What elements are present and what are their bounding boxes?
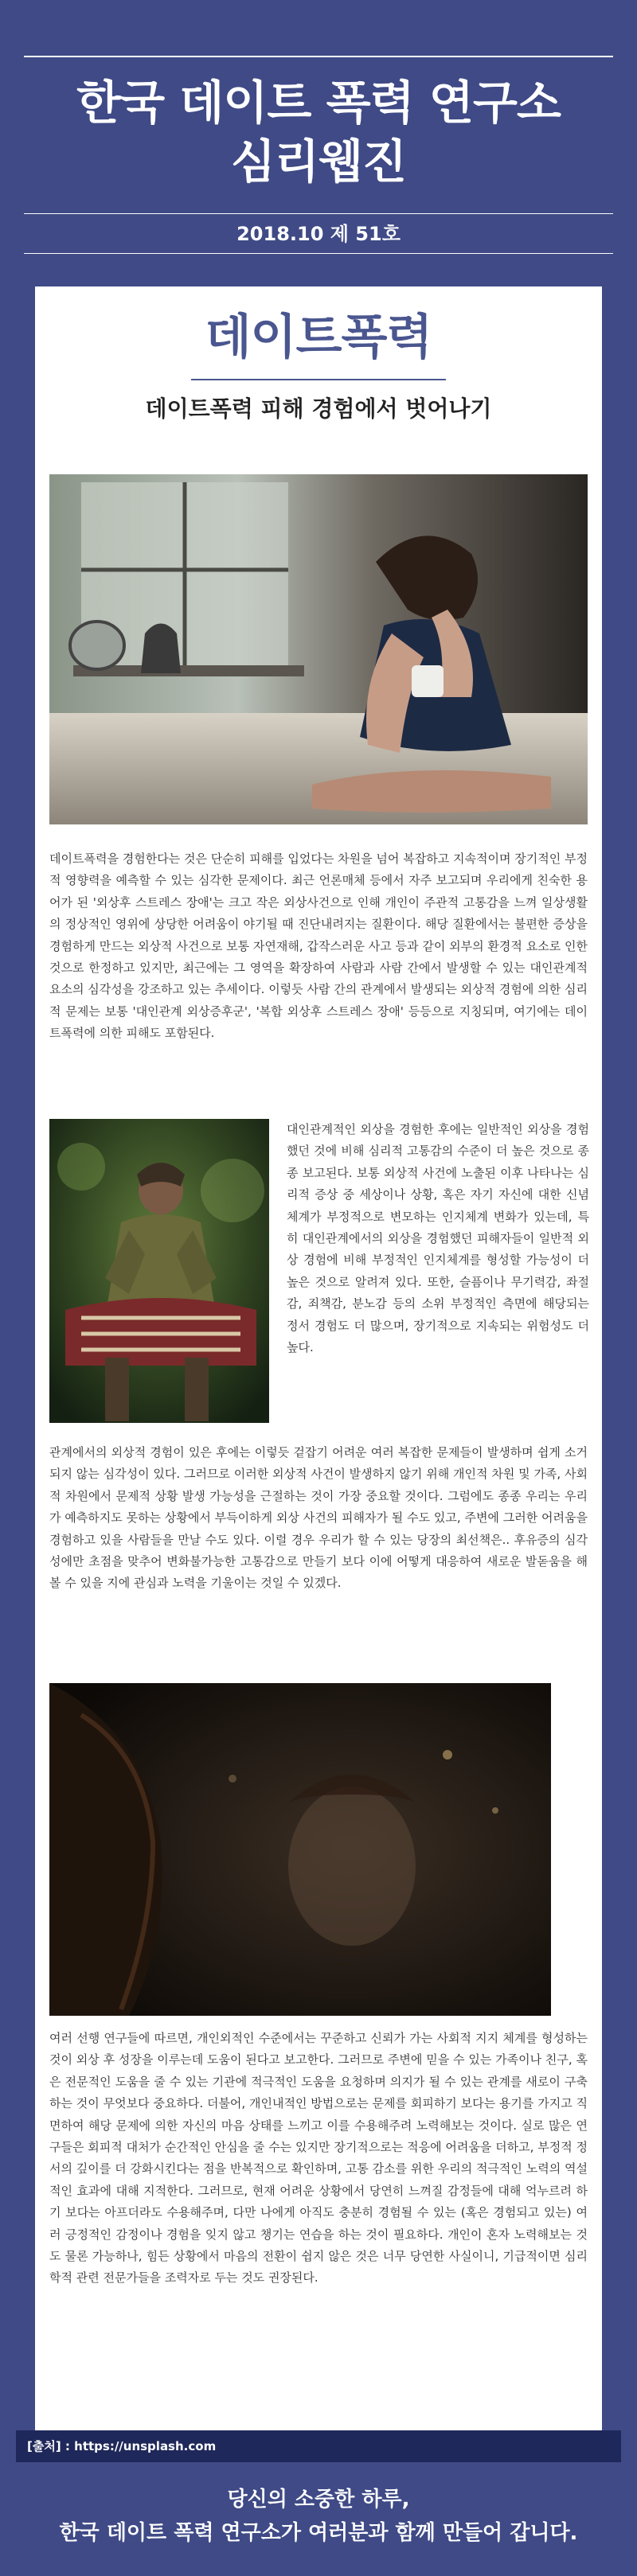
- issue-number: 2018.10 제 51호: [236, 223, 401, 245]
- article-topic: 데이트폭력: [205, 310, 432, 365]
- magazine-title-line1: 한국 데이트 폭력 연구소: [76, 76, 561, 130]
- article-subtitle: 데이트폭력 피해 경험에서 벗어나기: [145, 396, 492, 422]
- topic-underline: [191, 379, 446, 380]
- masthead-top-rule: [24, 56, 613, 57]
- article-paragraph-4: 여러 선행 연구들에 따르면, 개인외적인 수준에서는 꾸준하고 신뢰가 가는 사회적 지지 체계를 형성하는 것이 외상 후 성장을 이루는데 도움이 된다고 보고한다. 그러므로 주변에 믿을 수 있는 가족이나 친구, 혹은 전문적인 도움을 줄 수 있는 기관에 적극적인 도움을 요청하며 의지가 될 수 있는 관계를 새로이 구축하는 것이 무엇보다 중요하다. 더불어, 개인내적인 방법으로는 문제를 회피하기 보다는 용기를 가지고 직면하여 해당 문제에 의한 자신의 마음 상태를 느끼고 이를 수용해주려 노력해보는 것이다. 실로 많은 연구들은 회피적 대처가 순간적인 안심을 줄 수는 있지만 장기적으로는 적응에 어려움을 더하고, 부정적 정서의 깊이를 더 강화시킨다는 점을 반복적으로 확인하며, 고통 감소를 위한 우리의 적극적인 노력의 역설적인 효과에 대해 지적한다. 그러므로, 현재 어려운 상황에서 당연히 느껴질 감정들에 대해 억누르려 하기 보다는 아프더라도 수용해주며, 다만 나에게 아직도 충분히 경험될 수 있는 (혹은 경험되고 있는) 여러 긍정적인 감정이나 경험을 잊지 않고 챙기는 연습을 하는 것이 필요하다. 개인이 혼자 노력해보는 것도 물론 가능하나, 힘든 상황에서 마음의 전환이 쉽지 않은 것은 너무 당연한 사실이니, 기급적이면 심리학적 관련 전문가들을 조력자로 두는 것도 권장된다.: [49, 2031, 588, 2286]
- photo-soldier-in-forest-image: [49, 1119, 269, 1423]
- article-paragraph-3: 관계에서의 외상적 경험이 있은 후에는 이렇듯 겉잡기 어려운 여러 복잡한 문제들이 발생하며 쉽게 소거되지 않는 심각성이 있다. 그러므로 이러한 외상적 사건이 발생하지 않기 위해 개인적 차원 및 가족, 사회적 차원에서 문제적 상황 발생 가능성을 근절하는 것이 가장 중요할 것이다. 그럼에도 종종 우리는 우리가 예측하지도 못하는 상황에서 부득이하게 외상 사건의 피해자가 될 수도 있고, 주변에 그러한 어려움을 경험하고 있을 사람들을 만날 수도 있다. 이럴 경우 우리가 할 수 있는 당장의 최선책은.. 후유증의 심각성에만 초점을 맞추어 변화불가능한 고통감으로 만들기 보다 이에 어떻게 대응하여 새로운 발돋움을 해볼 수 있을 지에 관심과 노력을 기울이는 것일 수 있겠다.: [49, 1445, 588, 1591]
- article-card: [35, 286, 602, 2435]
- photo-woman-on-bed: [49, 474, 588, 824]
- issue-top-rule: [24, 213, 613, 214]
- magazine-title: [24, 73, 613, 191]
- photo-soldier-in-forest: [49, 1119, 269, 1423]
- photo-window-reflection: [49, 1683, 551, 2016]
- photo-window-reflection-image: [49, 1683, 551, 2016]
- source-credit: [출처] : https://unsplash.com: [16, 2430, 621, 2462]
- masthead: [0, 0, 637, 286]
- footer-message: [0, 2483, 637, 2550]
- footer-line1: 당신의 소중한 하루,: [227, 2488, 410, 2512]
- magazine-title-line2: 심리웹진: [230, 134, 407, 189]
- issue-bottom-rule: [24, 253, 613, 254]
- footer-line2: 한국 데이트 폭력 연구소가 여러분과 함께 만들어 갑니다.: [59, 2521, 578, 2545]
- article-paragraph-1: 데이트폭력을 경험한다는 것은 단순히 피해를 입었다는 차원을 넘어 복잡하고 지속적이며 장기적인 부정적 영향력을 예측할 수 있는 심각한 문제이다. 최근 언론매체 등에서 자주 보고되며 우리에게 친숙한 용어가 된 '외상후 스트레스 장애'는 크고 작은 외상사건으로 인해 개인이 주관적 고통감을 느껴 일상생활의 정상적인 영위에 상당한 어려움이 야기될 때 진단내려지는 질환이다. 해당 질환에서는 불편한 증상을 경험하게 만드는 외상적 사건으로 보통 자연재해, 갑작스러운 사고 등과 같이 외부의 환경적 요소로 인한 것으로 한정하고 있지만, 최근에는 그 영역을 확장하여 사람과 사람 간에서 발생할 수 있는 대인관계적 요소의 심각성을 강조하고 있는 추세이다. 이렇듯 사람 간의 관계에서 발생되는 외상적 경험에 의한 심리적 문제는 보통 '대인관계 외상증후군', '복합 외상후 스트레스 장애' 등등으로 지칭되며, 여기에는 데이트폭력에 의한 피해도 포함된다.: [49, 852, 588, 1041]
- photo-woman-on-bed-image: [49, 474, 588, 824]
- article-paragraph-2: 대인관계적인 외상을 경험한 후에는 일반적인 외상을 경험했던 것에 비해 심리적 고통감의 수준이 더 높은 것으로 종종 보고된다. 보통 외상적 사건에 노출된 이후 나타나는 심리적 증상 중 세상이나 상황, 혹은 자기 자신에 대한 신념체계가 부정적으로 변모하는 인지체계 변화가 있는데, 특히 대인관계에서의 외상을 경험했던 피해자들이 일반적 외상 경험에 비해 부정적인 인지체계를 형성할 가능성이 더 높은 것으로 알려져 있다. 또한, 슬픔이나 무기력감, 좌절감, 죄책감, 분노감 등의 소위 부정적인 측면에 해당되는 정서 경험도 더 많으며, 장기적으로 지속되는 위험성도 더 높다.: [287, 1122, 589, 1355]
